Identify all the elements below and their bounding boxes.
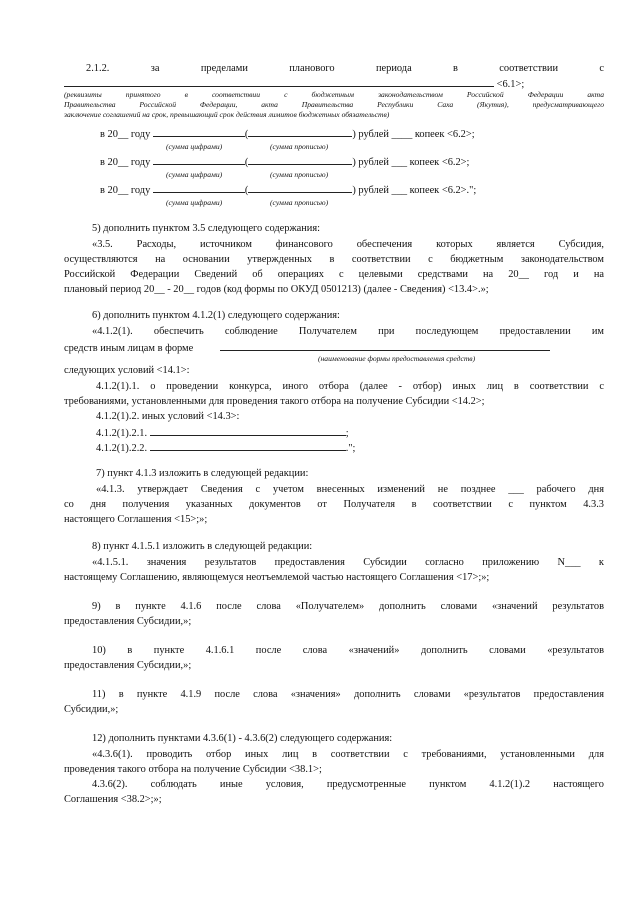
item-7-text: «4.1.3. утверждает Сведения с учетом внесенных изменений не позднее ___ рабочего дня — [96, 484, 604, 495]
item-9-text: 9) в пункте 4.1.6 после слова «Получателем» дополнить словами «значений результатов — [92, 601, 604, 612]
hint-words: (сумма прописью) — [270, 142, 329, 151]
act-details-note-2: Правительства Российской Федерации, акта Правительства Республики Саха (Якутия), предусматривающего — [64, 100, 604, 109]
item-10-text: 10) в пункте 4.1.6.1 после слова «значений» дополнить словами «результатов — [92, 645, 604, 656]
item-9-text: предоставления Субсидии,»; — [64, 616, 192, 627]
amount-words-blank[interactable] — [248, 154, 352, 165]
item-12-text: 4.3.6(2). соблюдать иные условия, предусмотренные пунктом 4.1.2(1).2 настоящего — [92, 779, 604, 790]
item-5-text: осуществляются на основании утвержденных в соответствии с бюджетным законодательством — [64, 254, 604, 265]
amount-digits-blank[interactable] — [153, 126, 245, 137]
item-11-text: Субсидии,»; — [64, 704, 119, 715]
subitem-number: 4.1.2(1).2.1. — [96, 428, 148, 439]
hint-digits: (сумма цифрами) — [166, 198, 223, 207]
hint-digits: (сумма цифрами) — [166, 142, 223, 151]
amount-digits-blank[interactable] — [153, 182, 245, 193]
item-5-text: Российской Федерации Сведений об операциях с целевыми средствами на 20__ год и на — [64, 269, 604, 280]
subitem-blank[interactable] — [150, 440, 346, 451]
year-row — [100, 154, 640, 169]
item-6-text: средств иным лицам в форме — [64, 343, 194, 354]
amount-digits-blank[interactable] — [153, 154, 245, 165]
act-details-blank[interactable] — [64, 76, 494, 87]
item-7-heading: 7) пункт 4.1.3 изложить в следующей редакции: — [96, 468, 309, 479]
currency-label: ) рублей ___ копеек <6.2>."; — [352, 185, 477, 196]
year-label: в 20__ году — [100, 157, 151, 168]
year-row — [100, 126, 640, 141]
paren-open: ( — [244, 185, 249, 196]
item-5-text: плановый период 20__ - 20__ годов (код формы по ОКУД 0501213) (далее - Сведения) <13.4>.»; — [64, 284, 489, 295]
item-6-text: требованиями, установленными для проведения такого отбора на получение Субсидии <14.2>; — [64, 396, 485, 407]
subitem-number: 4.1.2(1).2.2. — [96, 443, 148, 454]
item-12-text: «4.3.6(1). проводить отбор иных лиц в соответствии с требованиями, установленными для — [92, 749, 604, 760]
item-6-text: 4.1.2(1).2. иных условий <14.3>: — [96, 411, 240, 422]
item-8-text: «4.1.5.1. значения результатов предоставления Субсидии согласно приложению N___ к — [92, 557, 604, 568]
currency-label: ) рублей ____ копеек <6.2>; — [352, 129, 475, 140]
paren-open: ( — [244, 129, 249, 140]
item-6-form-line — [64, 340, 604, 355]
item-12-heading: 12) дополнить пунктами 4.3.6(1) - 4.3.6(2) следующего содержания: — [92, 733, 393, 744]
item-5-text: «3.5. Расходы, источником финансового обеспечения которых является Субсидия, — [92, 239, 604, 250]
punctuation: ."; — [345, 443, 356, 454]
item-6-text: «4.1.2(1). обеспечить соблюдение Получателем при последующем предоставлении им — [92, 326, 604, 337]
item-8-heading: 8) пункт 4.1.5.1 изложить в следующей редакции: — [92, 541, 313, 552]
item-6-subitem — [96, 440, 636, 455]
subitem-blank[interactable] — [150, 425, 346, 436]
form-name-note: (наименование формы предоставления средств) — [318, 354, 476, 363]
footnote-ref: <6.1>; — [496, 79, 525, 90]
year-row — [100, 182, 640, 197]
item-6-subitem — [96, 425, 636, 440]
amount-words-blank[interactable] — [248, 182, 352, 193]
currency-label: ) рублей ___ копеек <6.2>; — [352, 157, 470, 168]
hint-words: (сумма прописью) — [270, 170, 329, 179]
form-name-blank[interactable] — [220, 340, 550, 351]
hint-digits: (сумма цифрами) — [166, 170, 223, 179]
year-label: в 20__ году — [100, 185, 151, 196]
punctuation: ; — [345, 428, 349, 439]
item-7-text: настоящего Соглашения <15>;»; — [64, 514, 208, 525]
year-label: в 20__ году — [100, 129, 151, 140]
item-7-text: со дня получения указанных документов от Получателя в соответствии с пунктом 4.3.3 — [64, 499, 604, 510]
item-6-text: 4.1.2(1).1. о проведении конкурса, иного отбора (далее - отбор) иных лиц в соответствии с — [96, 381, 604, 392]
clause-2-1-2-ref-line — [64, 76, 604, 91]
clause-2-1-2-heading: 2.1.2. за пределами планового периода в соответствии с — [86, 63, 604, 74]
item-12-text: Соглашения <38.2>;»; — [64, 794, 162, 805]
act-details-note-3: заключение соглашений на срок, превышающий срок действия лимитов бюджетных обязательств) — [64, 110, 390, 119]
act-details-note-1: (реквизиты принятого в соответствии с бюджетным законодательством Российской Федерации акта — [64, 90, 604, 99]
item-10-text: предоставления Субсидии,»; — [64, 660, 192, 671]
paren-open: ( — [244, 157, 249, 168]
hint-words: (сумма прописью) — [270, 198, 329, 207]
item-6-text: следующих условий <14.1>: — [64, 365, 190, 376]
item-5-heading: 5) дополнить пунктом 3.5 следующего содержания: — [92, 223, 321, 234]
amount-words-blank[interactable] — [248, 126, 352, 137]
item-11-text: 11) в пункте 4.1.9 после слова «значения» дополнить словами «результатов предоставления — [92, 689, 604, 700]
item-8-text: настоящему Соглашению, являющемуся неотъемлемой частью настоящего Соглашения <17>;»; — [64, 572, 490, 583]
item-6-heading: 6) дополнить пунктом 4.1.2(1) следующего содержания: — [92, 310, 340, 321]
item-12-text: проведения такого отбора на получение Субсидии <38.1>; — [64, 764, 322, 775]
